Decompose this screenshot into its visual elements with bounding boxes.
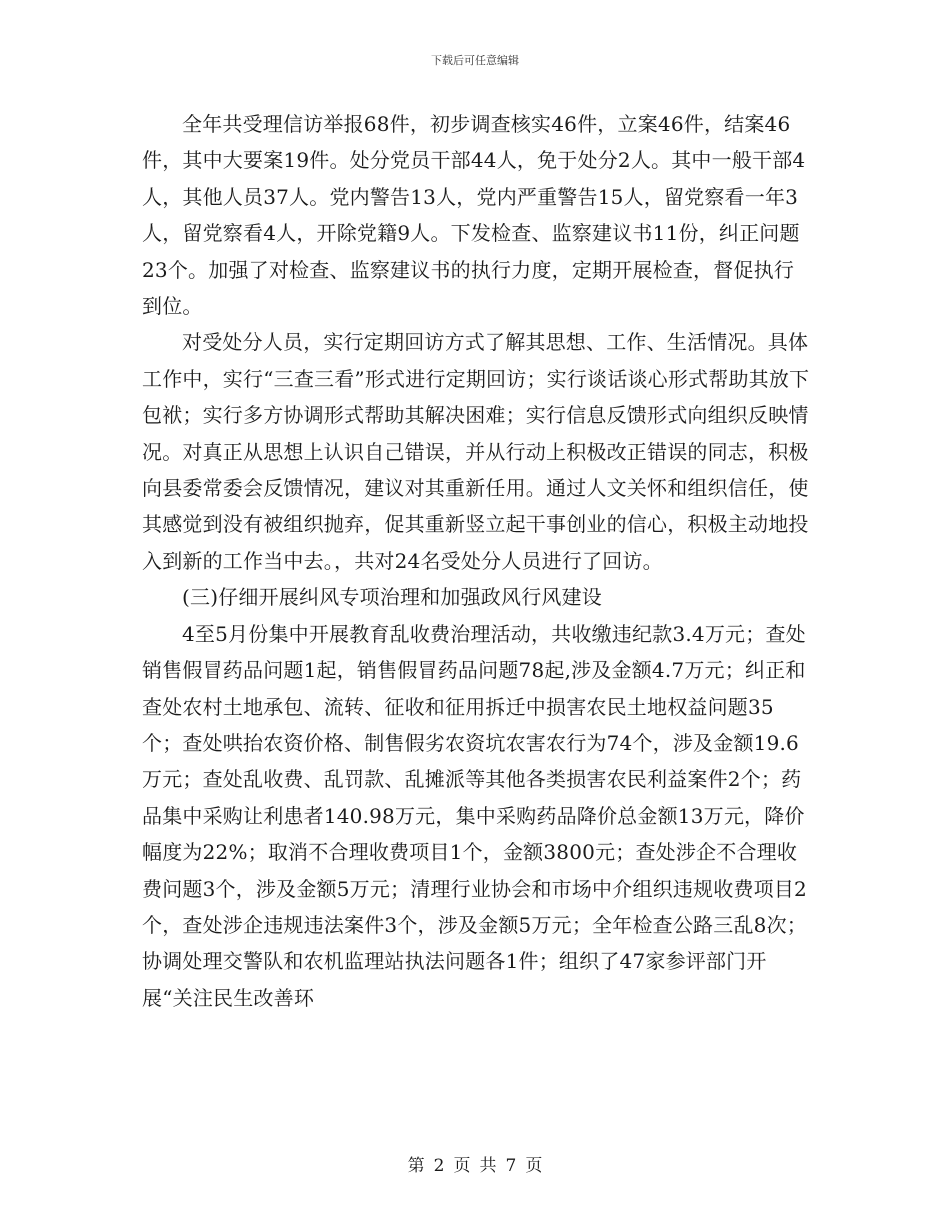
page-label: 第	[407, 1156, 425, 1176]
total-unit-label: 页	[525, 1156, 543, 1176]
current-page-number: 2	[433, 1156, 445, 1176]
section-heading-rectification: (三)仔细开展纠风专项治理和加强政风行风建设	[182, 585, 603, 610]
paragraph-special-governance: 4至5月份集中开展教育乱收费治理活动，共收缴违纪款3.4万元；查处销售假冒药品问题1起，销售假冒药品问题78起,涉及金额4.7万元；纠正和查处农村土地承包、流转、征收和征用拆迁中损害农民土地权益问题35个；查处哄抬农资价格、制售假劣农资坑农害农行为74个，涉及金额19.6万元；查处乱收费、乱罚款、乱摊派等其他各类损害农民利益案件2个；药品集中采购让利患者140.98万元，集中采购药品降价总金额13万元，降价幅度为22%；取消不合理收费项目1个，金额3800元；查处涉企不合理收费问题3个，涉及金额5万元；清理行业协会和市场中介组织违规收费项目2个，查处涉企违规违法案件3个，涉及金额5万元；全年检查公路三乱8次；协调处理交警队和农机监理站执法问题各1件；组织了47家参评部门开展“关注民生改善环	[142, 621, 807, 1010]
total-pages-number: 7	[505, 1156, 517, 1176]
page-unit-label: 页	[453, 1156, 471, 1176]
paragraph-follow-up-visits: 对受处分人员，实行定期回访方式了解其思想、工作、生活情况。具体工作中，实行“三查三看”形式进行定期回访；实行谈话谈心形式帮助其放下包袱；实行多方协调形式帮助其解决困难；实行信息反馈形式向组织反映情况。对真正从思想上认识自己错误，并从行动上积极改正错误的同志，积极向县委常委会反馈情况，建议对其重新任用。通过人文关怀和组织信任，使其感觉到没有被组织抛弃，促其重新竖立起干事创业的信心，积极主动地投入到新的工作当中去。，共对24名受处分人员进行了回访。	[142, 330, 810, 573]
page-header: 下载后可任意编辑	[431, 54, 519, 67]
paragraph-complaints-statistics: 全年共受理信访举报68件，初步调查核实46件，立案46件，结案46件，其中大要案19件。处分党员干部44人，免于处分2人。其中一般干部4人，其他人员37人。党内警告13人，党内严重警告15人，留党察看一年3人，留党察看4人，开除党籍9人。下发检查、监察建议书11份，纠正问题23个。加强了对检查、监察建议书的执行力度，定期开展检查，督促执行到位。	[142, 112, 806, 319]
page-footer	[0, 1156, 950, 1176]
total-label: 共	[479, 1156, 497, 1176]
document-body	[142, 106, 810, 1016]
